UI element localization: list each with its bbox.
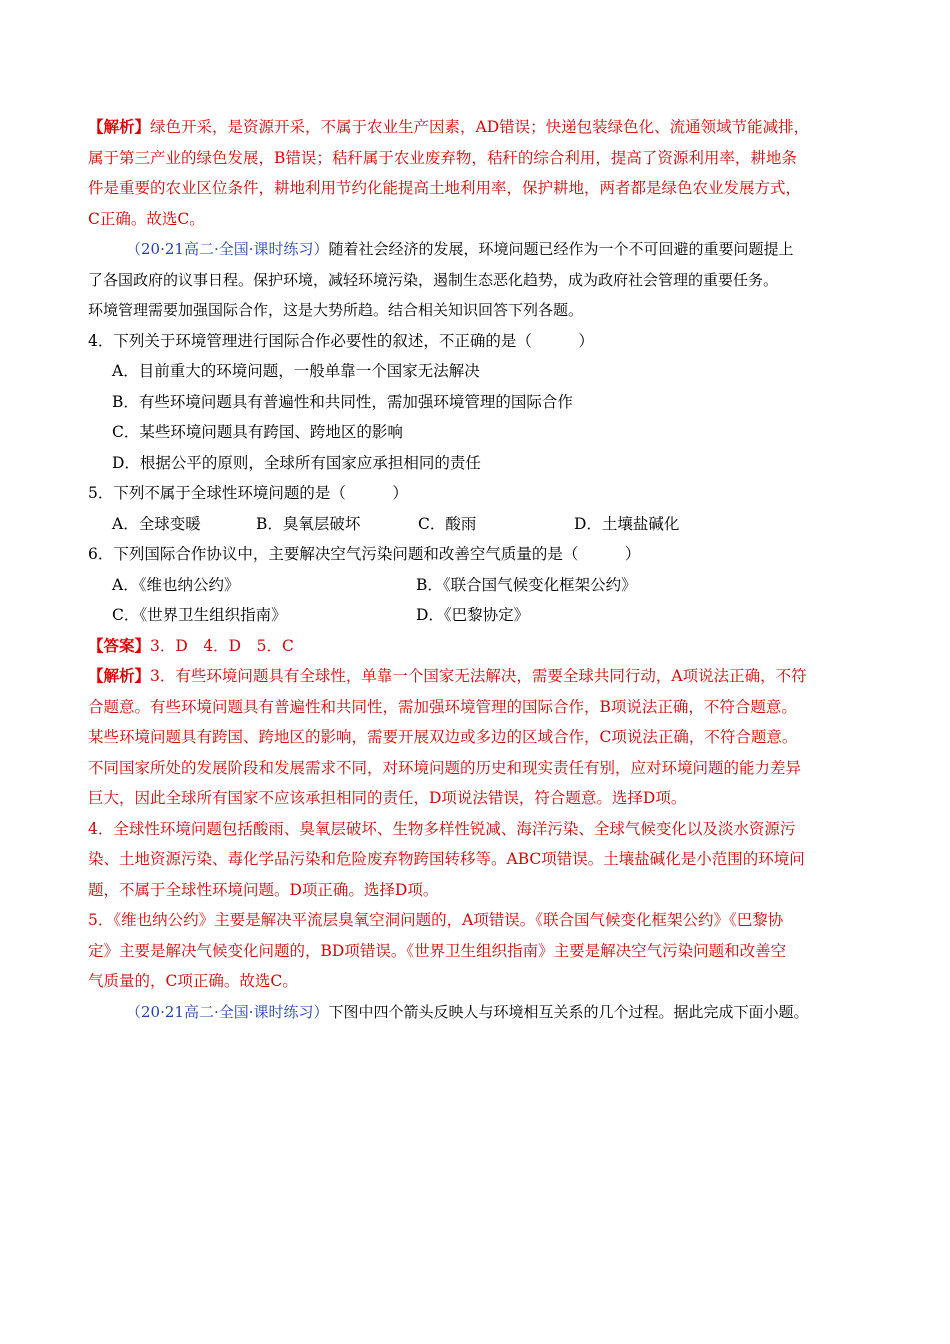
analysis-line: 【解析】绿色开采，是资源开采，不属于农业生产因素，AD错误；快递包装绿色化、流通领域节能减排， xyxy=(88,117,810,136)
q4-option-b: B．有些环境问题具有普遍性和共同性，需加强环境管理的国际合作 xyxy=(112,392,573,411)
analysis-line: 件是重要的农业区位条件，耕地利用节约化能提高土地利用率，保护耕地，两者都是绿色农业发展方式， xyxy=(88,179,802,197)
q6-option-a: A．《维也纳公约》 xyxy=(112,575,240,594)
q6-option-b: B．《联合国气候变化框架公约》 xyxy=(416,575,637,594)
document-page xyxy=(88,112,878,1027)
analysis-line: 题，不属于全球性环境问题。D项正确。选择D项。 xyxy=(88,880,439,899)
question-5-stem: 5．下列不属于全球性环境问题的是（ ） xyxy=(88,484,408,502)
analysis-line: 【解析】3．有些环境问题具有全球性，单靠一个国家无法解决，需要全球共同行动，A项说法正确，不符 xyxy=(88,666,807,685)
source-tag: （20·21高二·全国·课时练习） xyxy=(126,1002,329,1021)
analysis-line: 某些环境问题具有跨国、跨地区的影响，需要开展双边或多边的区域合作，C项说法正确，不符合题意。 xyxy=(88,728,798,746)
analysis-line: 属于第三产业的绿色发展，B错误；秸秆属于农业废弃物，秸秆的综合利用，提高了资源利用率，耕地条 xyxy=(88,148,797,167)
q4-option-d: D．根据公平的原则，全球所有国家应承担相同的责任 xyxy=(112,453,481,472)
analysis-line: 5．《维也纳公约》主要是解决平流层臭氧空洞问题的，A项错误。《联合国气候变化框架公约》《巴黎协 xyxy=(88,911,784,929)
q5-option-a: A．全球变暖 xyxy=(112,514,201,533)
analysis-line: C正确。故选C。 xyxy=(88,209,205,228)
q5-options xyxy=(88,509,878,540)
analysis-line: 巨大，因此全球所有国家不应该承担相同的责任，D项说法错误，符合题意。选择D项。 xyxy=(88,789,687,807)
analysis-line: 染、土地资源污染、毒化学品污染和危险废弃物跨国转移等。ABC项错误。土壤盐碱化是小范围的环境问 xyxy=(88,850,805,868)
answer-tag: 【答案】 xyxy=(88,635,151,655)
analysis-line: 气质量的，C项正确。故选C。 xyxy=(88,972,298,990)
analysis-tag: 【解析】 xyxy=(88,117,151,136)
q6-options-row-1 xyxy=(88,570,878,601)
answer-line xyxy=(88,631,878,662)
question-6-stem: 6．下列国际合作协议中，主要解决空气污染问题和改善空气质量的是（ ） xyxy=(88,545,641,563)
analysis-line: 4．全球性环境问题包括酸雨、臭氧层破坏、生物多样性锐减、海洋污染、全球气候变化以及淡水资源污 xyxy=(88,819,796,838)
q5-option-c: C．酸雨 xyxy=(418,514,477,533)
source-tag: （20·21高二·全国·课时练习） xyxy=(126,240,329,258)
q4-option-c: C．某些环境问题具有跨国、跨地区的影响 xyxy=(112,423,403,441)
passage-line: 环境管理需要加强国际合作，这是大势所趋。结合相关知识回答下列各题。 xyxy=(88,301,584,319)
q6-option-d: D．《巴黎协定》 xyxy=(416,606,530,624)
analysis-line: 不同国家所处的发展阶段和发展需求不同，对环境问题的历史和现实责任有别，应对环境问题的能力差异 xyxy=(88,758,802,777)
q5-option-d: D．土壤盐碱化 xyxy=(574,514,680,533)
question-4-stem: 4．下列关于环境管理进行国际合作必要性的叙述，不正确的是（ ） xyxy=(88,331,594,350)
q6-option-c: C．《世界卫生组织指南》 xyxy=(112,606,287,624)
passage-line: 了各国政府的议事日程。保护环境，减轻环境污染，遏制生态恶化趋势，成为政府社会管理的重要任务。 xyxy=(88,270,779,289)
q4-option-a: A．目前重大的环境问题，一般单靠一个国家无法解决 xyxy=(112,362,480,380)
q6-options-row-2 xyxy=(88,600,878,631)
q5-option-b: B．臭氧层破坏 xyxy=(256,514,361,533)
passage-intro: （20·21高二·全国·课时练习）随着社会经济的发展，环境问题已经作为一个不可回避的重要问题提上 xyxy=(126,240,794,258)
analysis-line: 合题意。有些环境问题具有普遍性和共同性，需加强环境管理的国际合作，B项说法正确，不符合题意。 xyxy=(88,697,797,716)
analysis-tag: 【解析】 xyxy=(88,666,151,685)
passage-intro: （20·21高二·全国·课时练习）下图中四个箭头反映人与环境相互关系的几个过程。据此完成下面小题。 xyxy=(126,1002,809,1021)
analysis-line: 定》主要是解决气候变化问题的，BD项错误。《世界卫生组织指南》主要是解决空气污染问题和改善空 xyxy=(88,941,787,960)
answer-text: 3．D 4．D 5．C xyxy=(150,636,294,655)
